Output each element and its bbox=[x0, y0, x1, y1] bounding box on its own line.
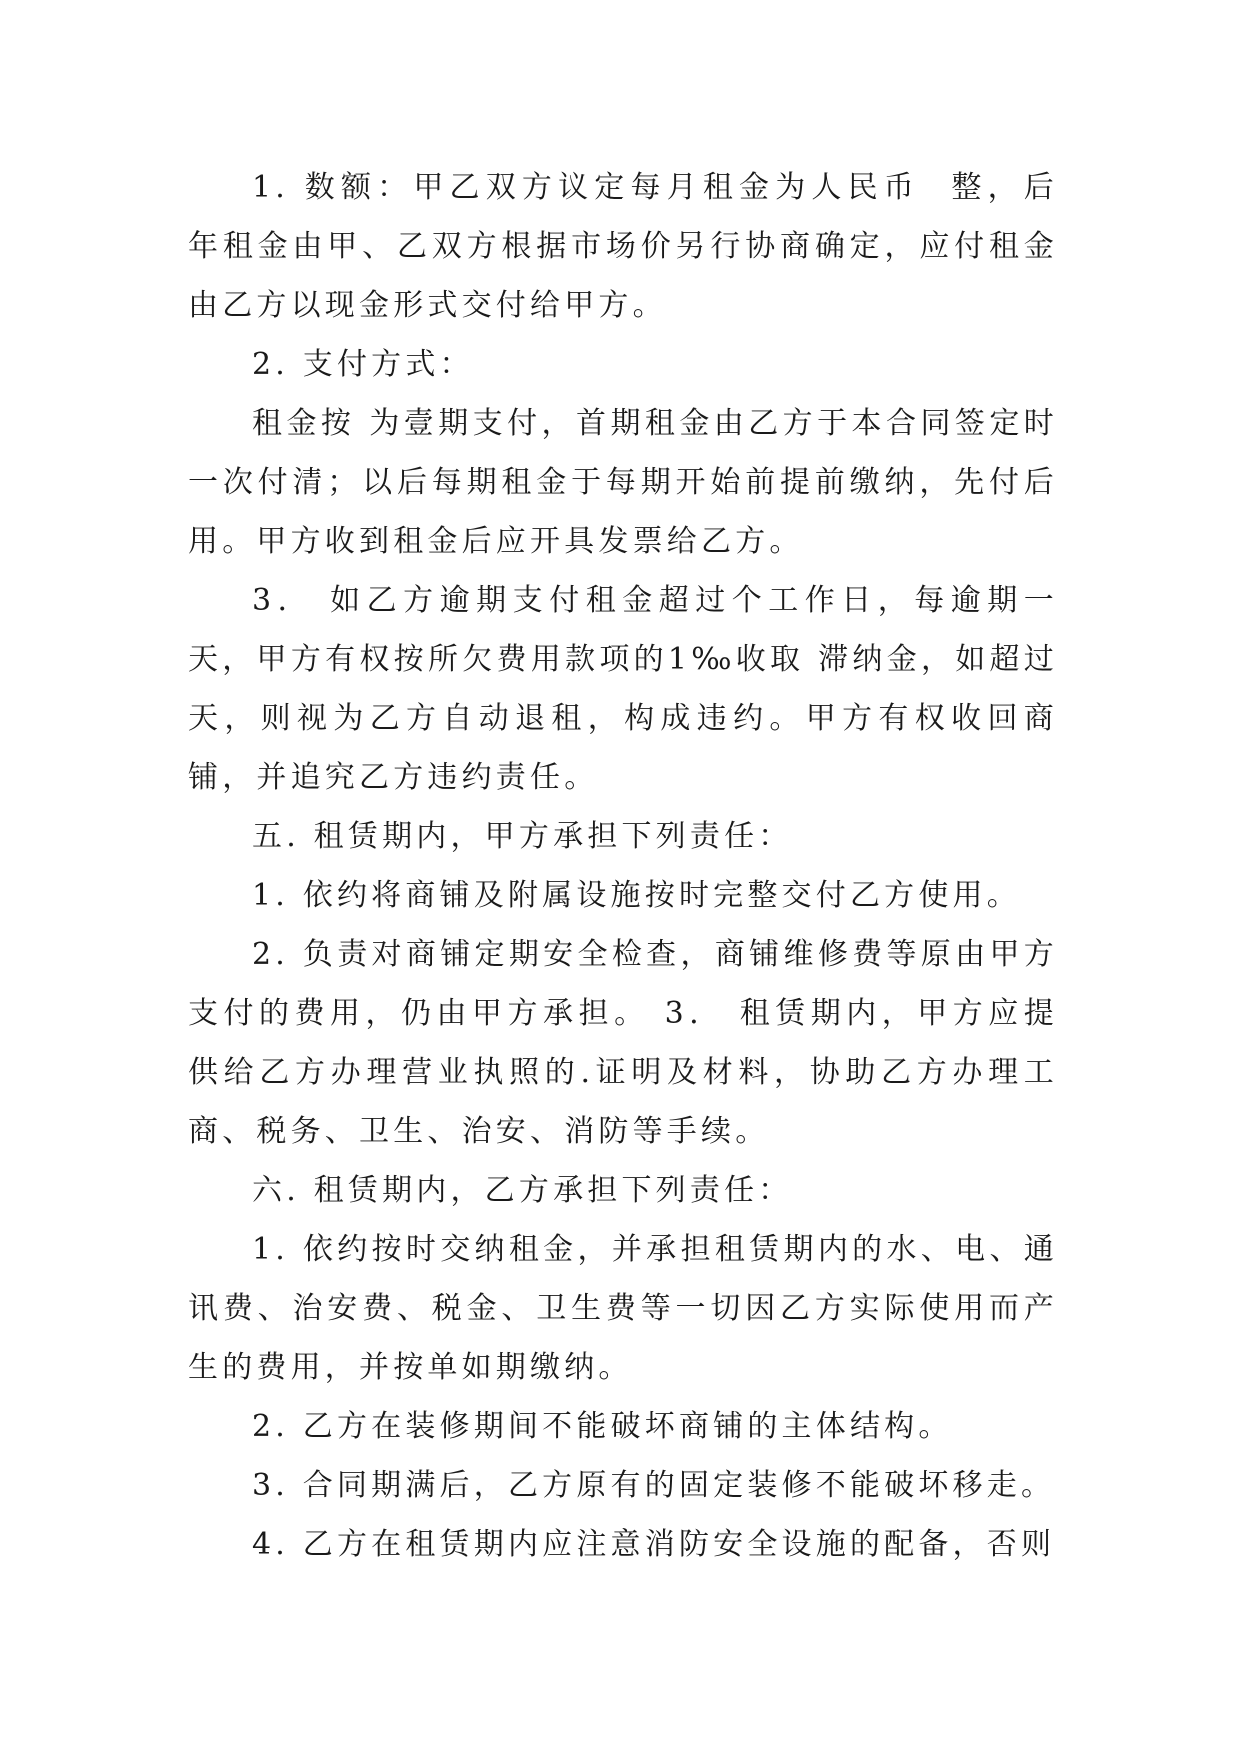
paragraph-party-a-duty-2-3: 2. 负责对商铺定期安全检查，商铺维修费等原由甲方支付的费用，仍由甲方承担。 3． 租赁期内，甲方应提供给乙方办理营业执照的.证明及材料，协助乙方办理工商、税务、卫生、治安、消防等手续。 bbox=[188, 937, 1058, 1149]
section-heading-party-a-duties: 五. 租赁期内，甲方承担下列责任： bbox=[252, 819, 793, 854]
paragraph-party-a-duty-1: 1. 依约将商铺及附属设施按时完整交付乙方使用。 bbox=[252, 878, 1021, 913]
paragraph-late-payment: 3． 如乙方逾期支付租金超过个工作日，每逾期一天，甲方有权按所欠费用款项的1‰收取 滞纳金，如超过 天，则视为乙方自动退租，构成违约。甲方有权收回商铺，并追究乙方违约责任。 bbox=[188, 583, 1086, 795]
paragraph-party-b-duty-3: 3. 合同期满后，乙方原有的固定装修不能破坏移走。 bbox=[252, 1468, 1056, 1503]
document-body bbox=[188, 158, 1086, 1574]
paragraph-payment-method: 租金按 为壹期支付，首期租金由乙方于本合同签定时一次付清；以后每期租金于每期开始前提前缴纳，先付后用。甲方收到租金后应开具发票给乙方。 bbox=[188, 406, 1058, 559]
section-heading-party-b-duties: 六. 租赁期内，乙方承担下列责任： bbox=[252, 1173, 793, 1208]
paragraph-rent-amount: 1. 数额：甲乙双方议定每月租金为人民币 整，后 年租金由甲、乙双方根据市场价另行协商确定，应付租金由乙方以现金形式交付给甲方。 bbox=[188, 170, 1072, 323]
paragraph-payment-method-heading: 2. 支付方式： bbox=[252, 347, 474, 382]
paragraph-party-b-duty-1: 1. 依约按时交纳租金，并承担租赁期内的水、电、通讯费、治安费、税金、卫生费等一切因乙方实际使用而产生的费用，并按单如期缴纳。 bbox=[188, 1232, 1058, 1385]
paragraph-party-b-duty-2: 2. 乙方在装修期间不能破坏商铺的主体结构。 bbox=[252, 1409, 953, 1444]
paragraph-party-b-duty-4: 4. 乙方在租赁期内应注意消防安全设施的配备，否则 bbox=[252, 1527, 1056, 1562]
